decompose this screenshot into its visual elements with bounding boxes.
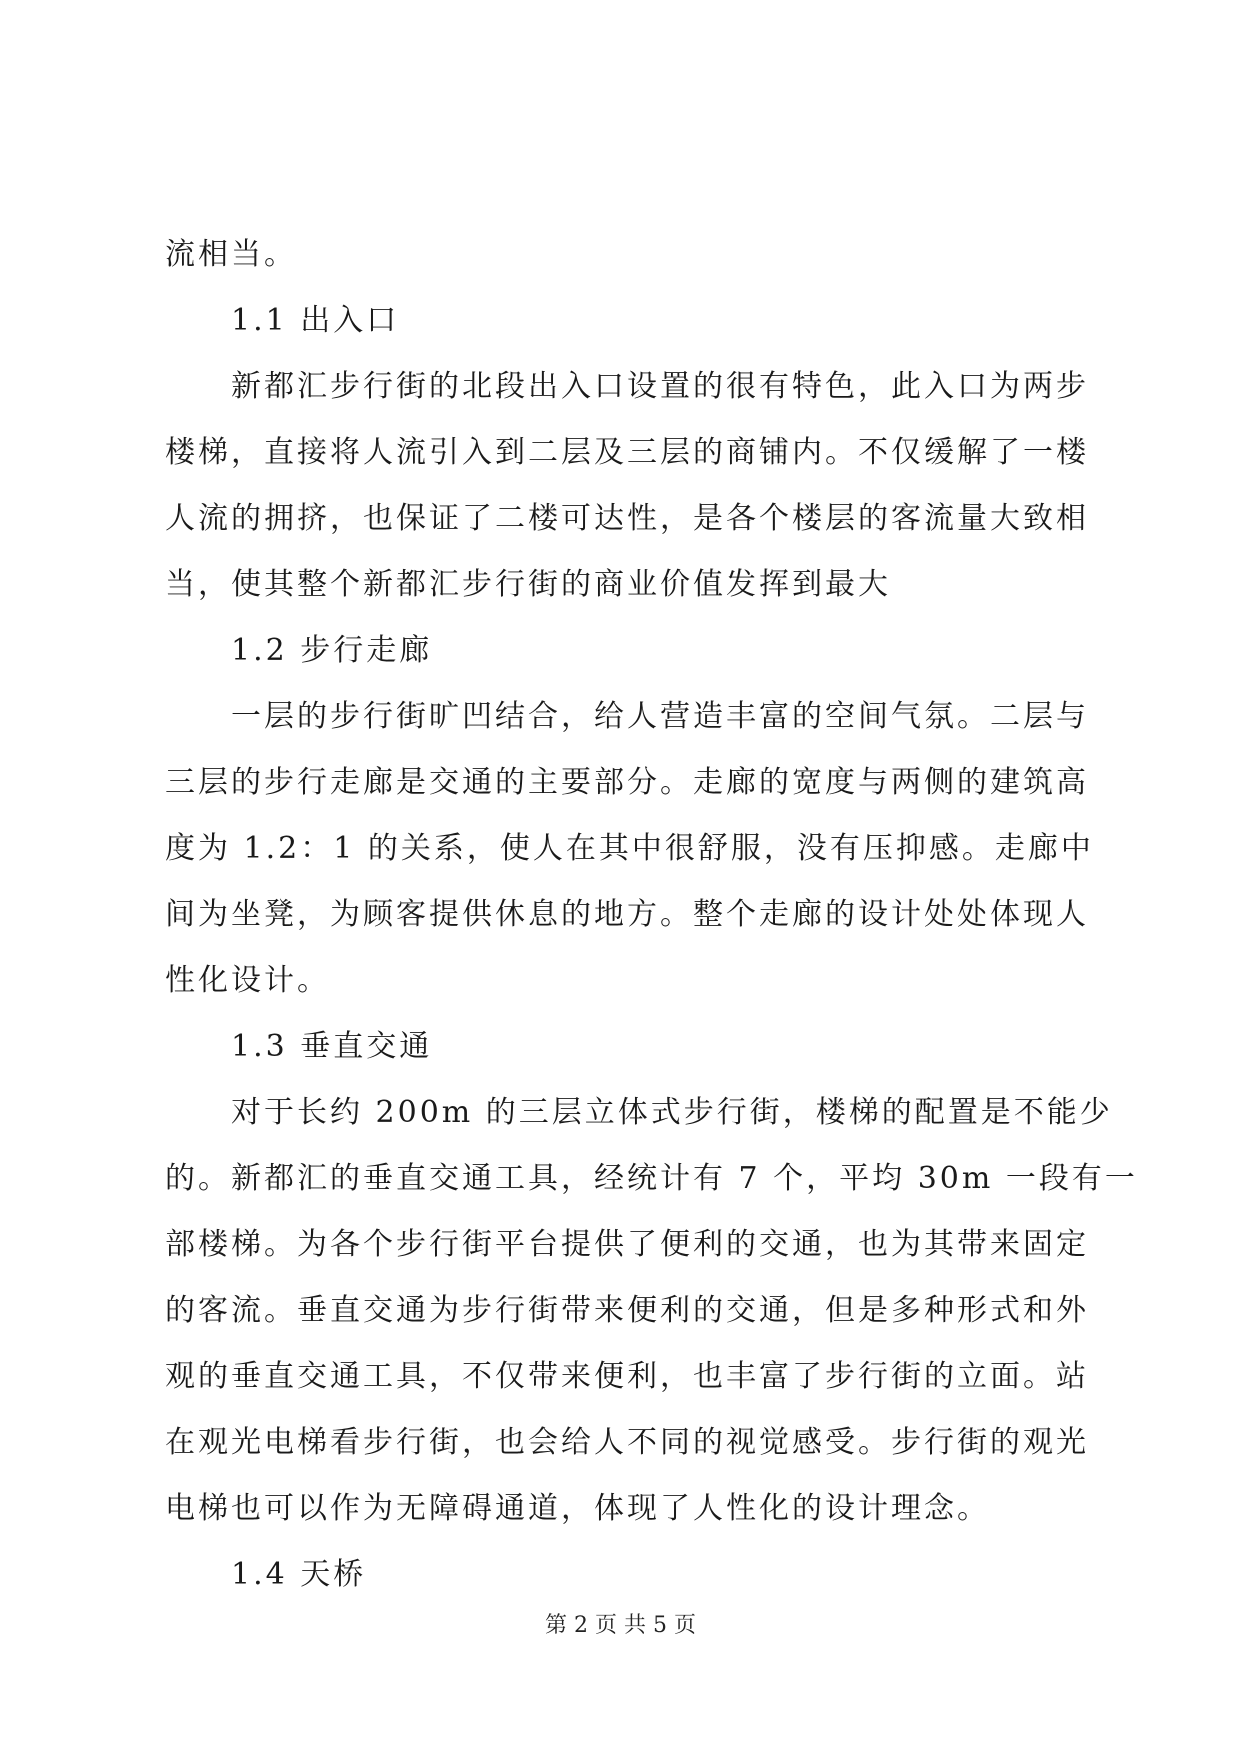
section-heading-1-4: 1.4 天桥 (231, 1557, 367, 1592)
text-line: 在观光电梯看步行街，也会给人不同的视觉感受。步行街的观光 (165, 1425, 1089, 1460)
text-line: 当，使其整个新都汇步行街的商业价值发挥到最大 (165, 567, 891, 602)
text-line: 三层的步行走廊是交通的主要部分。走廊的宽度与两侧的建筑高 (165, 765, 1089, 800)
text-line: 间为坐凳，为顾客提供休息的地方。整个走廊的设计处处体现人 (165, 897, 1089, 932)
text-line: 楼梯，直接将人流引入到二层及三层的商铺内。不仅缓解了一楼 (165, 435, 1089, 470)
text-line: 性化设计。 (165, 963, 330, 998)
page-footer: 第 2 页 共 5 页 (545, 1613, 696, 1638)
text-line: 流相当。 (165, 237, 297, 272)
text-line: 的客流。垂直交通为步行街带来便利的交通，但是多种形式和外 (165, 1293, 1089, 1328)
text-line: 观的垂直交通工具，不仅带来便利，也丰富了步行街的立面。站 (165, 1359, 1089, 1394)
text-line: 电梯也可以作为无障碍通道，体现了人性化的设计理念。 (165, 1491, 990, 1526)
section-heading-1-3: 1.3 垂直交通 (231, 1029, 433, 1064)
text-line: 新都汇步行街的北段出入口设置的很有特色，此入口为两步 (231, 369, 1089, 404)
text-line: 对于长约 200m 的三层立体式步行街，楼梯的配置是不能少 (231, 1095, 1113, 1130)
section-heading-1-1: 1.1 出入口 (231, 303, 400, 338)
text-line: 一层的步行街旷凹结合，给人营造丰富的空间气氛。二层与 (231, 699, 1089, 734)
section-heading-1-2: 1.2 步行走廊 (231, 633, 433, 668)
text-line: 部楼梯。为各个步行街平台提供了便利的交通，也为其带来固定 (165, 1227, 1089, 1262)
document-body (165, 222, 1138, 1608)
text-line: 人流的拥挤，也保证了二楼可达性，是各个楼层的客流量大致相 (165, 501, 1089, 536)
text-line: 度为 1.2：1 的关系，使人在其中很舒服，没有压抑感。走廊中 (165, 831, 1094, 866)
text-line: 的。新都汇的垂直交通工具，经统计有 7 个，平均 30m 一段有一 (165, 1161, 1138, 1196)
